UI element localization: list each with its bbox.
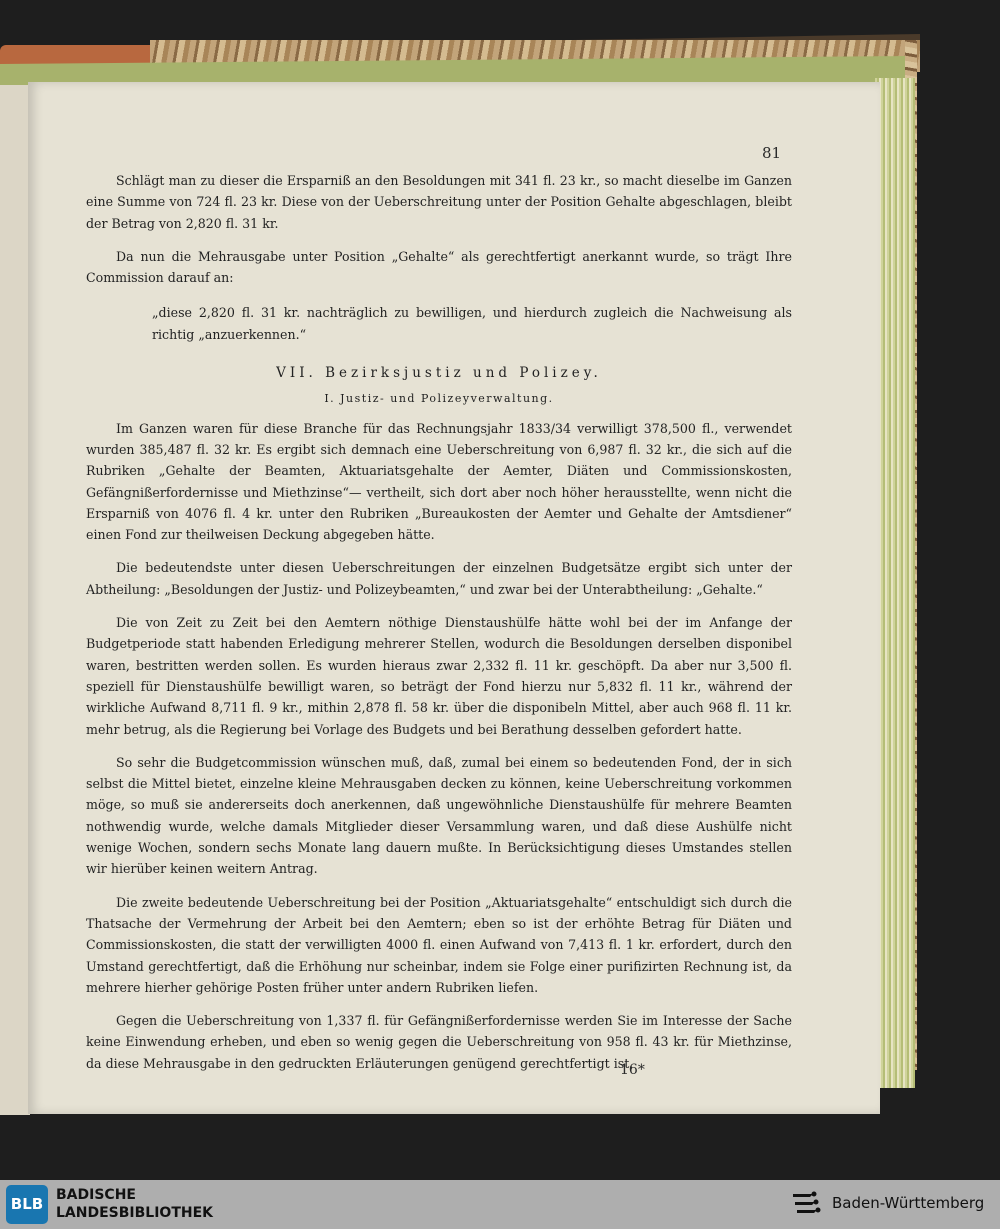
paragraph: Die bedeutendste unter diesen Ueberschreitungen der einzelnen Budgetsätze ergibt sich unter der Abtheilung: „Besoldungen der Justiz- und Polizeybeamten,“ und zwar bei der Unterabtheilung: „Gehalte.“: [86, 560, 792, 597]
page-text: [86, 170, 792, 1074]
paragraph: Da nun die Mehrausgabe unter Position „Gehalte“ als gerechtfertigt anerkannt wurde, so trägt Ihre Commission darauf an:: [86, 248, 792, 286]
paragraph: Schlägt man zu dieser die Ersparniß an den Besoldungen mit 341 fl. 23 kr., so macht dieselbe im Ganzen eine Summe von 724 fl. 23 kr. Diese von der Ueberschreitung unter der Position Gehalte abgeschlagen, bleibt der Betrag von 2,820 fl. 31 kr.: [86, 173, 792, 231]
institution-name[interactable]: [56, 1186, 213, 1222]
blb-logo[interactable]: BLB: [6, 1185, 48, 1224]
page-number: 81: [762, 144, 782, 162]
section-heading: VII. Bezirksjustiz und Polizey.: [276, 365, 602, 382]
left-page-sliver: [0, 85, 30, 1115]
paragraph: So sehr die Budgetcommission wünschen muß, daß, zumal bei einem so bedeutenden Fond, der in sich selbst die Mittel bietet, einzelne kleine Mehrausgaben decken zu können, keine Ueberschreitung vorkommen möge, so muß sie andererseits doch anerkennen, daß ungewöhnliche Dienstaushülfe für mehrere Beamten nothwendig wurde, welche damals Mitglieder dieser Versammlung waren, und daß diese Aushülfe nicht wenige Wochen, sondern sechs Monate lang dauern mußte. In Berücksichtigung dieses Umstandes stellen wir hierüber keinen weitern Antrag.: [86, 754, 792, 877]
paragraph: Im Ganzen waren für diese Branche für das Rechnungsjahr 1833/34 verwilligt 378,500 fl., verwendet wurden 385,487 fl. 32 kr. Es ergibt sich demnach eine Ueberschreitung von 6,987 fl. 32 kr., die sich auf die Rubriken „Gehalte der Beamten, Aktuariatsgehalte der Aemter, Diäten und Commissionskosten, Gefängnißerfordernisse und Miethzinse“— vertheilt, sich dort aber noch höher herausstellte, wenn nicht die Ersparniß von 4076 fl. 4 kr. unter den Rubriken „Bureaukosten der Aemter und Gehalte der Amtsdiener“ einen Fond zur theilweisen Deckung abgegeben hätte.: [86, 420, 792, 543]
institution-line1: BADISCHE: [56, 1187, 136, 1203]
motion-quote: „diese 2,820 fl. 31 kr. nachträglich zu bewilligen, und hierdurch zugleich die Nachweisung als richtig „anzuerkennen.“: [152, 305, 792, 342]
printer-signature: 16*: [620, 1062, 645, 1078]
paragraph: Die von Zeit zu Zeit bei den Aemtern nöthige Dienstaushülfe hätte wohl bei der im Anfange der Budgetperiode statt habenden Erledigung mehrerer Stellen, wodurch die Besoldungen derselben disponibel waren, bestritten werden sollen. Es wurden hieraus zwar 2,332 fl. 11 kr. geschöpft. Da aber nur 3,500 fl. speziell für Dienstaushülfe bewilligt waren, so beträgt der Fond hierzu nur 5,832 fl. 11 kr., während der wirkliche Aufwand 8,711 fl. 9 kr., mithin 2,878 fl. 58 kr. über die disponibeln Mittel, aber auch 968 fl. 11 kr. mehr betrug, als die Regierung bei Vorlage des Budgets und bei Berathung desselben gefordert hatte.: [86, 615, 792, 737]
page-stack-right: [875, 78, 915, 1088]
paragraph: Gegen die Ueberschreitung von 1,337 fl. für Gefängnißerfordernisse werden Sie im Interesse der Sache keine Einwendung erheben, und eben so wenig gegen die Ueberschreitung von 958 fl. 43 kr. für Miethzinse, da diese Mehrausgabe in den gedruckten Erläuterungen genügend gerechtfertigt ist.: [86, 1013, 792, 1071]
paragraph: Die zweite bedeutende Ueberschreitung bei der Position „Aktuariatsgehalte“ entschuldigt sich durch die Thatsache der Vermehrung der Arbeit bei den Aemtern; eben so ist der erhöhte Betrag für Diäten und Commissionskosten, die statt der verwilligten 4000 fl. einen Aufwand von 7,413 fl. 1 kr. erfordert, durch den Umstand gerechtfertigt, daß die Erhöhung nur scheinbar, indem sie Folge einer purifizirten Rechnung ist, da mehrere hierher gehörige Posten früher unter andern Rubriken liefen.: [86, 894, 792, 995]
institution-line2: LANDESBIBLIOTHEK: [56, 1205, 214, 1221]
section-subheading: I. Justiz- und Polizeyverwaltung.: [324, 392, 554, 406]
state-label[interactable]: Baden-Württemberg: [832, 1194, 985, 1212]
footer-bar: [0, 1180, 1000, 1229]
lions-coat-of-arms-icon: [790, 1188, 822, 1220]
